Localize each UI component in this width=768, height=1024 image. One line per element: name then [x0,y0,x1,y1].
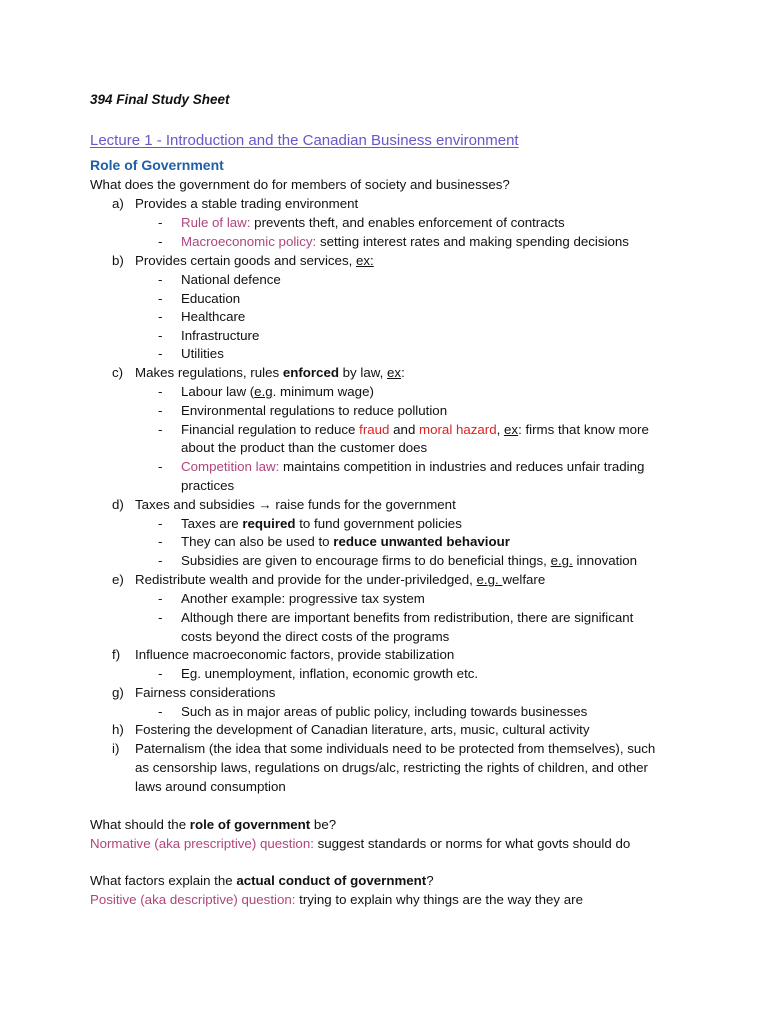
dash: - [158,403,163,418]
ex-text: ex [504,422,519,437]
list-text: Taxes and subsidies → raise funds for the government [135,497,456,512]
bold-text: actual conduct of government [236,873,427,888]
list-label: i) [112,741,120,756]
list-text: Redistribute wealth and provide for the under-priviledged, [135,572,477,587]
dash: - [158,516,163,531]
ex-text: ex [387,365,402,380]
question-text: What should the [90,817,190,832]
dash: - [158,422,163,437]
bold-text: role of government [189,817,311,832]
sub-text: about the product than the customer does [181,440,428,455]
sub-text: Taxes are [181,516,243,531]
term-red: fraud [359,422,390,437]
list-label: f) [112,647,121,662]
dash: - [158,309,163,324]
dash: - [158,591,163,606]
dash: - [158,534,163,549]
lecture-heading: Lecture 1 - Introduction and the Canadian Business environment [90,132,519,149]
eg-text: e.g. [476,572,503,587]
dash: - [158,610,163,625]
list-label: h) [112,722,124,737]
list-text: by law, [338,365,388,380]
sub-text: They can also be used to [181,534,334,549]
list-text: Provides certain goods and services, [135,253,356,268]
list-text: Fairness considerations [135,685,276,700]
sub-text: . minimum wage) [272,384,374,399]
sub-text: innovation [572,553,638,568]
dash: - [158,666,163,681]
list-text: Fostering the development of Canadian literature, arts, music, cultural activity [135,722,590,737]
dash: - [158,346,163,361]
positive-line [90,891,583,909]
list-text: Paternalism (the idea that some individuals need to be protected from themselves), such [135,741,656,756]
sub-text: Environmental regulations to reduce pollution [181,403,448,418]
sub-text: and [389,422,420,437]
definition-text: trying to explain why things are the way they are [295,892,583,907]
dash: - [158,291,163,306]
list-text: as censorship laws, regulations on drugs/alc, restricting the rights of children, and other [135,760,648,775]
sub-text: Such as in major areas of public policy, including towards businesses [181,704,588,719]
list-text: Makes regulations, rules [135,365,283,380]
sub-text: Healthcare [181,309,246,324]
bold-text: required [242,516,296,531]
sub-text: Subsidies are given to encourage firms to do beneficial things, [181,553,551,568]
list-label: a) [112,196,124,211]
sub-text: Education [181,291,241,306]
term: Macroeconomic policy: [181,234,317,249]
list-label: c) [112,365,124,380]
sub-text: Although there are important benefits from redistribution, there are significant [181,610,634,625]
bold-text: enforced [282,365,339,380]
section-heading: Role of Government [90,157,224,173]
dash: - [158,328,163,343]
sub-text: Eg. unemployment, inflation, economic growth etc. [181,666,479,681]
question-role [90,816,336,834]
term: Positive (aka descriptive) question: [90,892,296,907]
bold-text: reduce unwanted behaviour [333,534,510,549]
eg-text: e.g [254,384,273,399]
list-text: Influence macroeconomic factors, provide stabilization [135,647,455,662]
list-label: g) [112,685,124,700]
definition-text: suggest standards or norms for what govts should do [313,836,631,851]
term: Rule of law: [181,215,251,230]
dash: - [158,704,163,719]
list-label: d) [112,497,124,512]
sub-text: Infrastructure [181,328,260,343]
question-text: be? [310,817,337,832]
sub-text: prevents theft, and enables enforcement of contracts [250,215,565,230]
question-conduct [90,872,434,890]
list-text: welfare [502,572,546,587]
sub-text: setting interest rates and making spending decisions [316,234,629,249]
sub-text: costs beyond the direct costs of the programs [181,629,450,644]
sub-text: practices [181,478,235,493]
intro-question: What does the government do for members of society and businesses? [90,177,510,192]
list-label: e) [112,572,124,587]
dash: - [158,459,163,474]
ex-text: ex: [356,253,374,268]
sub-text: : firms that know more [518,422,649,437]
eg-text: e.g. [550,553,573,568]
sub-text: Another example: progressive tax system [181,591,425,606]
term: Competition law: [181,459,280,474]
question-text: ? [426,873,434,888]
sub-text: Financial regulation to reduce [181,422,360,437]
sub-text: Labour law ( [181,384,255,399]
sub-text: to fund government policies [295,516,462,531]
dash: - [158,272,163,287]
sub-text: maintains competition in industries and reduces unfair trading [279,459,645,474]
dash: - [158,384,163,399]
sub-text: Utilities [181,346,224,361]
term-red: moral hazard [419,422,497,437]
dash: - [158,234,163,249]
list-text: laws around consumption [135,779,286,794]
dash: - [158,215,163,230]
list-text: Provides a stable trading environment [135,196,359,211]
normative-line [90,835,630,853]
list-label: b) [112,253,124,268]
sub-text: , [496,422,505,437]
sub-text: National defence [181,272,281,287]
list-text: : [401,365,405,380]
dash: - [158,553,163,568]
document-title: 394 Final Study Sheet [90,92,230,107]
question-text: What factors explain the [90,873,237,888]
term: Normative (aka prescriptive) question: [90,836,314,851]
